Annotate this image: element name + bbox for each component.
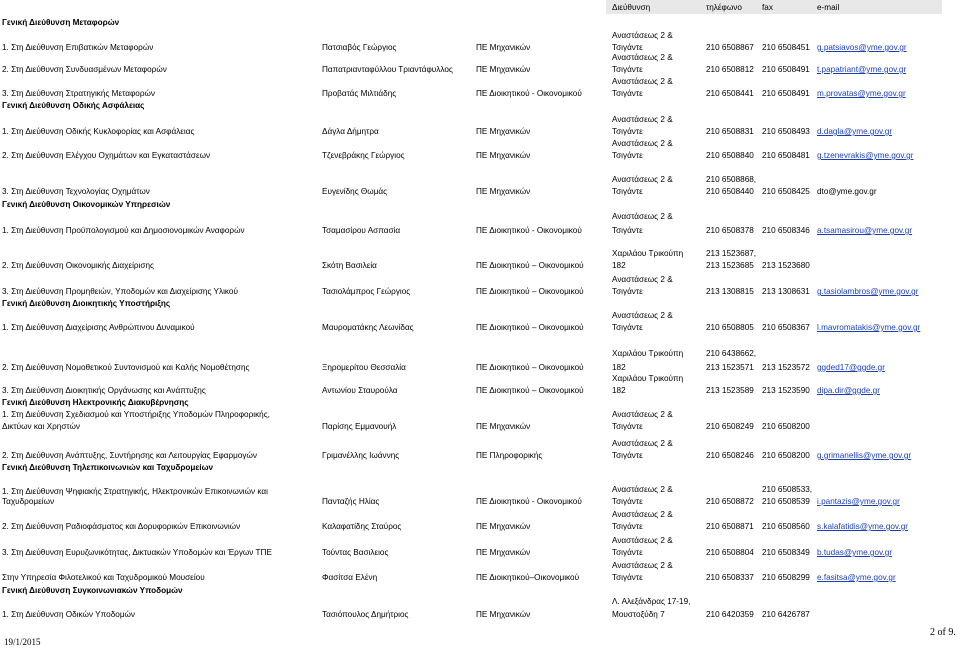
email-link[interactable]: l.mavromatakis@yme.gov.gr [817,323,921,332]
table-cell: 210 6508441 [706,89,754,98]
table-cell: 213 1523572 [762,363,810,372]
email-link[interactable]: b.tudas@yme.gov.gr [817,548,893,557]
table-cell: 210 6508200 [762,422,810,431]
table-cell: Παπατριανταφύλλου Τριαντάφυλλος [322,65,453,74]
footer-page-number: 2 of 9. [930,627,956,638]
table-cell: ΠΕ Διοικητικού–Οικονομικού [476,573,580,582]
email-link[interactable]: s.kalafatidis@yme.gov.gr [817,522,908,531]
table-cell: ΠΕ Διοικητικού – Οικονομικού [476,261,584,270]
table-cell: ΠΕ Διοικητικού - Οικονομικού [476,226,582,235]
table-cell: 213 1523589 [706,386,754,395]
table-cell: Χαριλάου Τρικούπη [612,349,684,358]
section-heading: Γενική Διεύθυνση Οδικής Ασφάλειας [2,101,145,110]
table-cell: ΠΕ Μηχανικών [476,548,531,557]
table-cell: Πατσιαβός Γεώργιος [322,43,397,52]
table-cell: ΠΕ Μηχανικών [476,187,531,196]
table-cell: Αναστάσεως 2 & [612,212,673,221]
table-cell: 210 6508871 [706,522,754,531]
table-cell: Αναστάσεως 2 & [612,485,673,494]
table-cell: 213 1308815 [706,287,754,296]
table-cell: 210 6420359 [706,610,754,619]
table-cell: Τσιγάντε [612,422,643,431]
table-cell: Τσιγάντε [612,187,643,196]
table-cell: 210 6508349 [762,548,810,557]
table-cell: Τσιγάντε [612,548,643,557]
email-link[interactable]: g.tzenevrakis@yme.gov.gr [817,151,914,160]
table-cell: 3. Στη Διεύθυνση Διοικητικής Οργάνωσης και Ανάπτυξης [2,386,206,395]
table-cell: 1. Στη Διεύθυνση Ψηφιακής Στρατηγικής, Ηλεκτρονικών Επικοινωνιών και [2,487,268,496]
table-cell: 1. Στη Διεύθυνση Προϋπολογισμού και Δημοσιονομικών Αναφορών [2,226,245,235]
header-band [606,0,942,14]
table-cell: Ξηρομερίτου Θεσσαλία [322,363,406,372]
table-cell: 210 6508246 [706,451,754,460]
table-cell: 210 6508491 [762,65,810,74]
table-cell: 3. Στη Διεύθυνση Στρατηγικής Μεταφορών [2,89,155,98]
table-cell: 210 6508840 [706,151,754,160]
table-cell: ΠΕ Πληροφορικής [476,451,543,460]
table-cell: Μαυροματάκης Λεωνίδας [322,323,414,332]
table-cell: 210 6508805 [706,323,754,332]
table-cell: Στην Υπηρεσία Φιλοτελικού και Ταχυδρομικού Μουσείου [2,573,205,582]
table-cell: 210 6508440 [706,187,754,196]
email-link[interactable]: d.dagla@yme.gov.gr [817,127,893,136]
table-cell: Πανταζής Ηλίας [322,497,380,506]
table-cell: Αναστάσεως 2 & [612,510,673,519]
table-cell: 210 6426787 [762,610,810,619]
table-cell: 2. Στη Διεύθυνση Νομοθετικού Συντονισμού και Καλής Νομοθέτησης [2,363,250,372]
email-link[interactable]: i.pantazis@yme.gov.gr [817,497,900,506]
table-cell: ΠΕ Διοικητικού – Οικονομικού [476,323,584,332]
table-cell: 210 6508867 [706,43,754,52]
table-cell: Αναστάσεως 2 & [612,275,673,284]
table-cell: Τσιγάντε [612,65,643,74]
table-cell: ΠΕ Διοικητικού - Οικονομικού [476,89,582,98]
table-cell: 213 1523680 [762,261,810,270]
table-cell: 210 6508481 [762,151,810,160]
table-cell: ΠΕ Μηχανικών [476,43,531,52]
email-link[interactable]: g.tasiolambros@yme.gov.gr [817,287,919,296]
table-cell: Δικτύων και Χρηστών [2,422,81,431]
table-cell: 210 6508560 [762,522,810,531]
email-link[interactable]: g.patsiavos@yme.gov.gr [817,43,907,52]
table-cell: ΠΕ Μηχανικών [476,422,531,431]
header-email: e-mail [817,3,840,12]
table-cell: Τσιγάντε [612,287,643,296]
table-cell: Μουστοξύδη 7 [612,610,665,619]
table-cell: 210 6508491 [762,89,810,98]
table-cell: 213 1523571 [706,363,754,372]
table-cell: Λ. Αλεξάνδρας 17-19, [612,597,691,606]
table-cell: Ταχυδρομείων [2,497,55,506]
table-cell: Τσιγάντε [612,573,643,582]
email-link[interactable]: m.provatas@yme.gov.gr [817,89,906,98]
footer-date: 19/1/2015 [4,637,41,647]
table-cell: 213 1523590 [762,386,810,395]
table-cell: Αναστάσεως 2 & [612,561,673,570]
table-cell: 3. Στη Διεύθυνση Προμηθειών, Υποδομών και Διαχείρισης Υλικού [2,287,238,296]
section-heading: Γενική Διεύθυνση Ηλεκτρονικής Διακυβέρνησης [2,398,189,407]
table-cell: Τσιγάντε [612,89,643,98]
table-cell: 210 6508539 [762,497,810,506]
table-cell: 213 1523685 [706,261,754,270]
table-cell: Καλαφατίδης Σταύρος [322,522,402,531]
section-heading: Γενική Διεύθυνση Τηλεπικοινωνιών και Ταχυδρομείων [2,463,214,472]
section-heading: Γενική Διεύθυνση Διοικητικής Υποστήριξης [2,299,171,308]
table-cell: Τζενεβράκης Γεώργιος [322,151,405,160]
table-cell: Γριμανέλλης Ιωάννης [322,451,400,460]
table-cell: Αναστάσεως 2 & [612,139,673,148]
table-cell: Τσιγάντε [612,226,643,235]
table-cell: 210 6508425 [762,187,810,196]
email-link[interactable]: ggded17@ggde.gr [817,363,885,372]
table-cell: 2. Στη Διεύθυνση Ραδιοφάσματος και Δορυφορικών Επικοινωνιών [2,522,241,531]
table-cell: Παρίσης Εμμανουήλ [322,422,397,431]
table-cell: 2. Στη Διεύθυνση Συνδυασμένων Μεταφορών [2,65,167,74]
section-heading: Γενική Διεύθυνση Οικονομικών Υπηρεσιών [2,200,171,209]
email-link[interactable]: dipa.dir@ggde.gr [817,386,880,395]
table-cell: Τασιόπουλος Δημήτριος [322,610,409,619]
table-cell: 182 [612,261,626,270]
email-link[interactable]: a.tsamasirou@yme.gov.gr [817,226,913,235]
table-cell: Σκότη Βασιλεία [322,261,377,270]
table-cell: 210 6508812 [706,65,754,74]
table-cell: 210 6508249 [706,422,754,431]
table-cell: 210 6508831 [706,127,754,136]
table-cell: ΠΕ Διοικητικού – Οικονομικού [476,386,584,395]
table-cell: ΠΕ Μηχανικών [476,522,531,531]
email-link[interactable]: e.fasitsa@yme.gov.gr [817,573,896,582]
table-cell: dto@yme.gov.gr [817,187,877,196]
table-cell: 1. Στη Διεύθυνση Οδικών Υποδομών [2,610,136,619]
table-cell: 210 6508493 [762,127,810,136]
table-cell: 210 6508868, [706,175,757,184]
table-cell: Τούντας Βασιλειος [322,548,389,557]
table-cell: Αναστάσεως 2 & [612,53,673,62]
table-cell: 210 6508533, [762,485,813,494]
table-cell: Αναστάσεως 2 & [612,536,673,545]
table-cell: ΠΕ Μηχανικών [476,610,531,619]
table-cell: Τασιολάμπρος Γεώργιος [322,287,411,296]
table-cell: 210 6508378 [706,226,754,235]
table-cell: 213 1308631 [762,287,810,296]
table-cell: 210 6438662, [706,349,757,358]
table-cell: Αναστάσεως 2 & [612,77,673,86]
table-cell: Χαριλάου Τρικούπη [612,374,684,383]
table-cell: 3. Στη Διεύθυνση Τεχνολογίας Οχημάτων [2,187,150,196]
table-cell: Δάγλα Δήμητρα [322,127,379,136]
header-fax: fax [762,3,773,12]
table-cell: Αναστάσεως 2 & [612,439,673,448]
table-cell: Χαριλάου Τρικούπη [612,249,684,258]
table-cell: 210 6508804 [706,548,754,557]
table-cell: ΠΕ Μηχανικών [476,127,531,136]
table-cell: 2. Στη Διεύθυνση Ελέγχου Οχημάτων και Εγκαταστάσεων [2,151,211,160]
table-cell: ΠΕ Διοικητικού – Οικονομικού [476,287,584,296]
table-cell: Αντωνίου Σταυρούλα [322,386,398,395]
table-cell: 1. Στη Διεύθυνση Σχεδιασμού και Υποστήριξης Υποδομών Πληροφορικής, [2,410,270,419]
table-cell: Τσιγάντε [612,151,643,160]
email-link[interactable]: t.papatriant@yme.gov.gr [817,65,907,74]
table-cell: Τσαμασίρου Ασπασία [322,226,401,235]
table-cell: 1. Στη Διεύθυνση Επιβατικών Μεταφορών [2,43,154,52]
table-cell: Φασίτσα Ελένη [322,573,378,582]
table-cell: 210 6508367 [762,323,810,332]
table-cell: 210 6508337 [706,573,754,582]
table-cell: Τσιγάντε [612,323,643,332]
table-cell: 2. Στη Διεύθυνση Οικονομικής Διαχείρισης [2,261,154,270]
table-cell: 210 6508872 [706,497,754,506]
table-cell: 182 [612,386,626,395]
table-cell: Αναστάσεως 2 & [612,311,673,320]
table-cell: 210 6508451 [762,43,810,52]
section-heading: Γενική Διεύθυνση Συγκοινωνιακών Υποδομών [2,586,183,595]
table-cell: 1. Στη Διεύθυνση Οδικής Κυκλοφορίας και Ασφάλειας [2,127,195,136]
table-cell: Τσιγάντε [612,127,643,136]
section-heading: Γενική Διεύθυνση Μεταφορών [2,18,120,27]
table-cell: 210 6508299 [762,573,810,582]
table-cell: Ευγενίδης Θωμάς [322,187,388,196]
table-cell: 210 6508200 [762,451,810,460]
table-cell: ΠΕ Διοικητικού – Οικονομικού [476,363,584,372]
table-cell: Προβατάς Μιλτιάδης [322,89,397,98]
table-cell: Αναστάσεως 2 & [612,31,673,40]
table-cell: 3. Στη Διεύθυνση Ευρυζωνικότητας, Δικτυακών Υποδομών και Έργων ΤΠΕ [2,548,272,557]
table-cell: Αναστάσεως 2 & [612,175,673,184]
table-cell: Αναστάσεως 2 & [612,115,673,124]
table-cell: Τσιγάντε [612,497,643,506]
table-cell: ΠΕ Διοικητικού - Οικονομικού [476,497,582,506]
table-cell: 1. Στη Διεύθυνση Διαχείρισης Ανθρώπινου Δυναμικού [2,323,195,332]
table-cell: Αναστάσεως 2 & [612,410,673,419]
table-cell: Τσιγάντε [612,451,643,460]
table-cell: 210 6508346 [762,226,810,235]
email-link[interactable]: g.grimanellis@yme.gov.gr [817,451,912,460]
table-cell: Τσιγάντε [612,43,643,52]
header-direction: Διεύθυνση [612,3,651,12]
table-cell: Τσιγάντε [612,522,643,531]
table-cell: ΠΕ Μηχανικών [476,65,531,74]
table-cell: 2. Στη Διεύθυνση Ανάπτυξης, Συντήρησης και Λειτουργίας Εφαρμογών [2,451,258,460]
table-cell: ΠΕ Μηχανικών [476,151,531,160]
table-cell: 213 1523687, [706,249,757,258]
header-phone: τηλέφωνο [706,3,742,12]
table-cell: 182 [612,363,626,372]
